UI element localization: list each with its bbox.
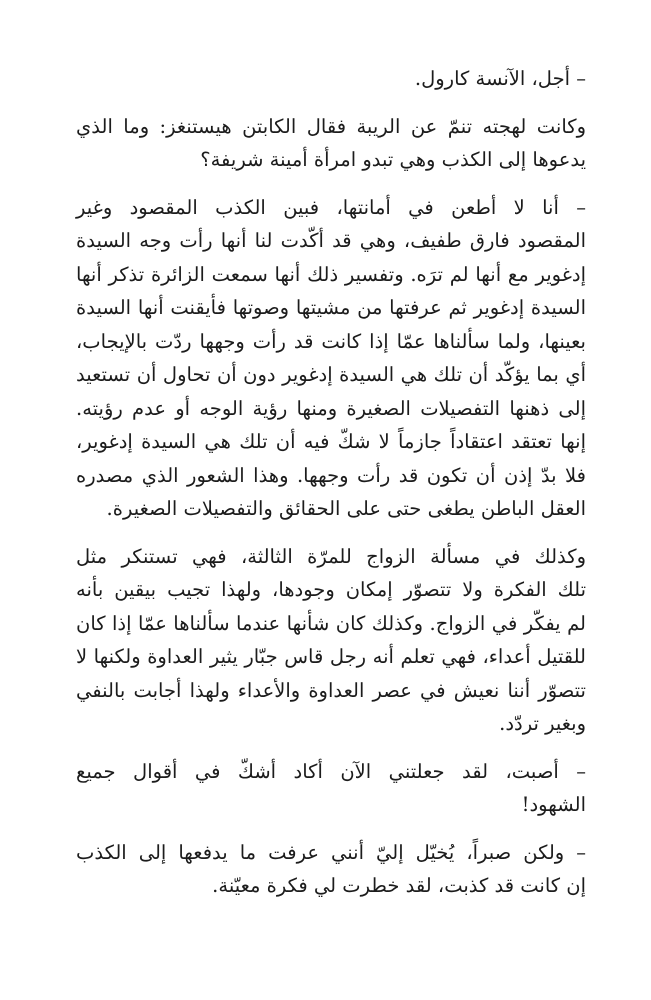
text-line: السيدة إدغوير ثم عرفتها من مشيتها وصوتها فأيقنت أنها السيدة: [76, 296, 586, 319]
paragraph-4: [76, 540, 614, 741]
text-line: بعينها، ولما سألناها عمّا إذا كانت قد رأت وجهها ردّت بالإيجاب،: [76, 329, 586, 353]
text-line: – أجل، الآنسة كارول.: [414, 67, 586, 90]
paragraph-5: [76, 755, 614, 822]
text-line: إنها تعتقد اعتقاداً جازماً لا شكّ فيه أن تلك هي السيدة إدغوير،: [76, 430, 586, 453]
text-line: – ولكن صبراً، يُخيّل إليّ أنني عرفت ما يدفعها إلى الكذب: [76, 840, 586, 864]
text-line: الشهود!: [521, 793, 586, 816]
paragraph-3: [76, 191, 614, 526]
paragraph-2: [76, 110, 614, 177]
text-line: – أصبت، لقد جعلتني الآن أكاد أشكّ في أقوال جميع: [76, 759, 586, 783]
text-line: لم يفكّر في الزواج. وكذلك كان شأنها عندما سألناها عمّا إذا كان: [76, 611, 586, 635]
text-line: أي بما يؤكّد أن تلك هي السيدة إدغوير دون أن تحاول أن تستعيد: [76, 363, 586, 386]
text-line: إن كانت قد كذبت، لقد خطرت لي فكرة معيّنة.: [212, 874, 586, 897]
text-line: إدغوير مع أنها لم ترَه. وتفسير ذلك أنها سمعت الزائرة تذكر أنها: [76, 262, 586, 286]
text-line: فلا بدّ إذن أن تكون قد رأت وجهها. وهذا الشعور الذي مصدره: [76, 463, 586, 487]
text-line: وبغير تردّد.: [499, 712, 586, 735]
text-line: تلك الفكرة ولا تتصوّر إمكان وجودها، ولهذا تجيب بيقين بأنه: [76, 578, 586, 601]
text-line: وكذلك في مسألة الزواج للمرّة الثالثة، فهي تستنكر مثل: [76, 544, 586, 568]
paragraph-1: [76, 62, 614, 96]
paragraph-6: [76, 836, 614, 903]
text-line: إلى ذهنها التفصيلات الصغيرة ومنها رؤية الوجه أو عدم رؤيته.: [76, 396, 586, 420]
text-line: وكانت لهجته تنمّ عن الريبة فقال الكابتن هيستنغز: وما الذي: [76, 114, 586, 138]
text-line: تتصوّر أننا نعيش في عصر العداوة والأعداء ولهذا أجابت بالنفي: [76, 678, 586, 702]
book-page: [76, 62, 614, 917]
text-line: المقصود فارق طفيف، وهي قد أكّدت لنا أنها رأت وجه السيدة: [76, 229, 586, 252]
text-line: العقل الباطن يطغى حتى على الحقائق والتفصيلات الصغيرة.: [106, 497, 586, 520]
text-line: للقتيل أعداء، فهي تعلم أنه رجل قاس جبّار يثير العداوة ولكنها لا: [76, 645, 586, 668]
text-line: – أنا لا أطعن في أمانتها، فبين الكذب المقصود وغير: [76, 195, 586, 219]
text-line: يدعوها إلى الكذب وهي تبدو امرأة أمينة شريفة؟: [200, 148, 586, 171]
